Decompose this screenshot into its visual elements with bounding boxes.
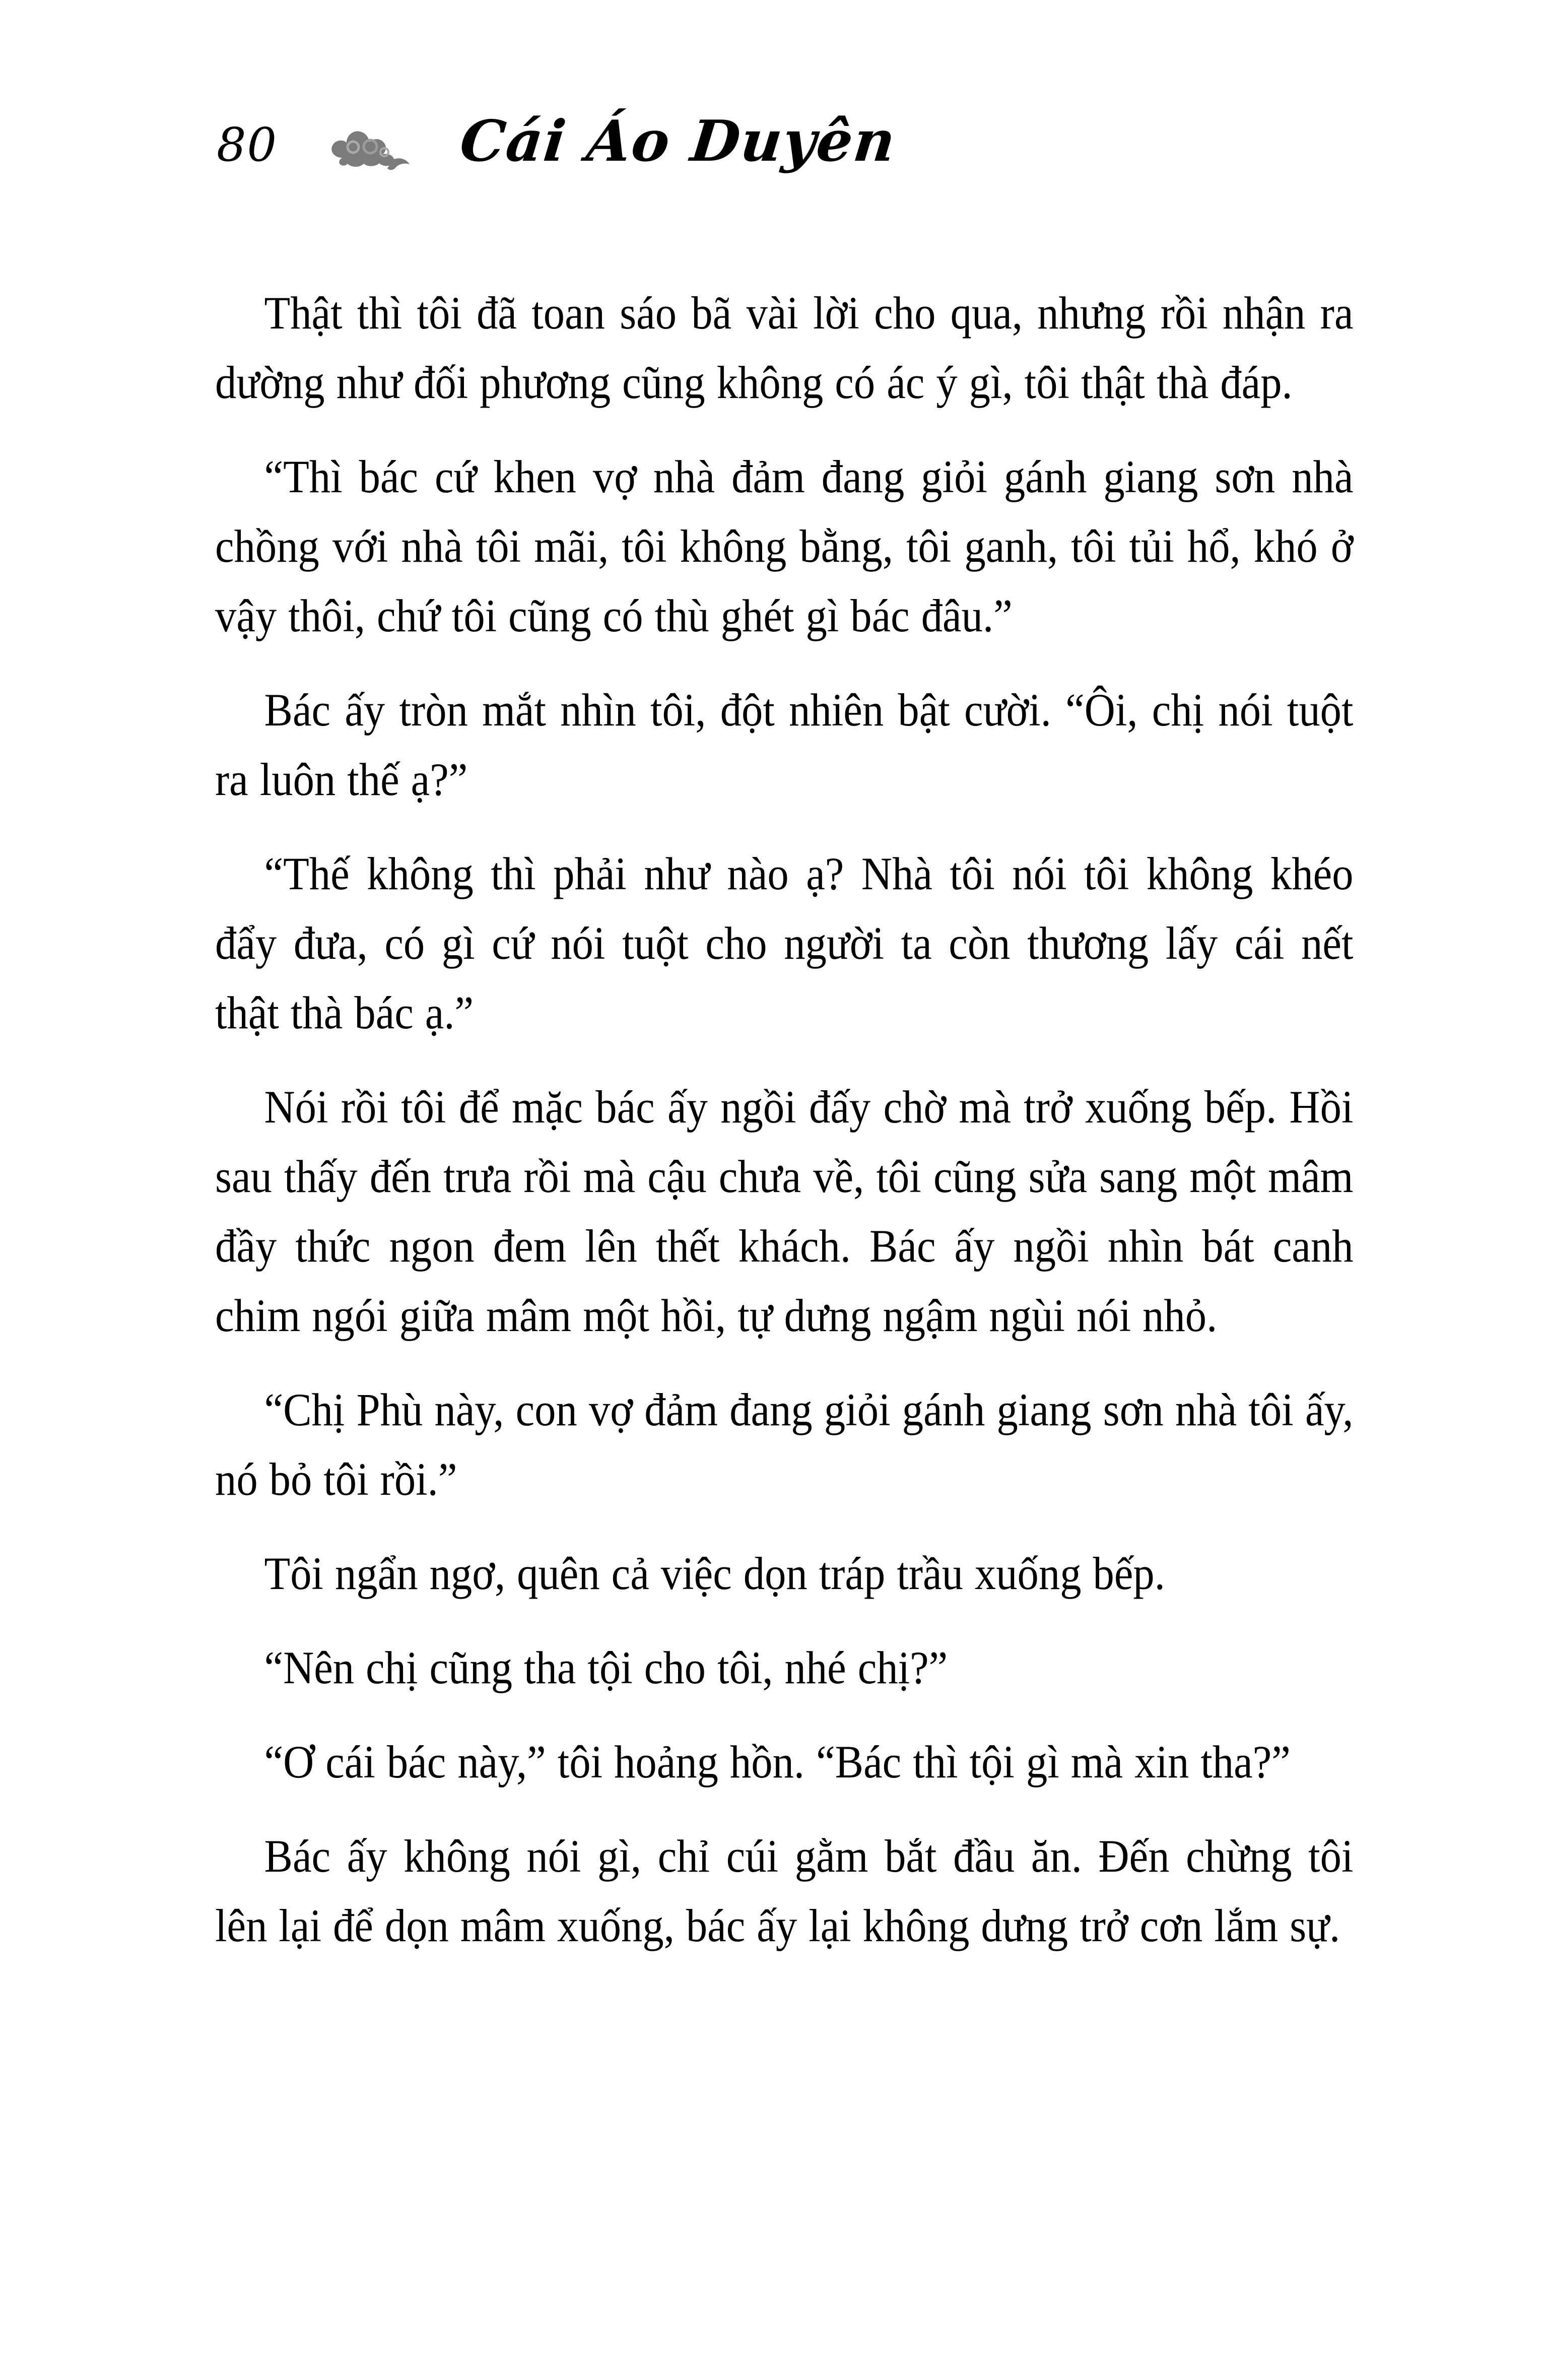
paragraph-6: “Chị Phù này, con vợ đảm đang giỏi gánh giang sơn nhà tôi ấy, nó bỏ tôi rồi.”: [215, 1384, 1354, 1505]
paragraph-5: Nói rồi tôi để mặc bác ấy ngồi đấy chờ mà trở xuống bếp. Hồi sau thấy đến trưa rồi mà cậu chưa về, tôi cũng sửa sang một mâm đầy thức ngon đem lên thết khách. Bác ấy ngồi nhìn bát canh chim ngói giữa mâm một hồi, tự dưng ngậm ngùi nói nhỏ.: [215, 1081, 1354, 1341]
page-body: [215, 278, 1354, 1985]
running-title: Cái Áo Duyên: [457, 108, 900, 174]
paragraph-1: Thật thì tôi đã toan sáo bã vài lời cho qua, nhưng rồi nhận ra dường như đối phương cũng không có ác ý gì, tôi thật thà đáp.: [215, 287, 1354, 408]
paragraph-4: “Thế không thì phải như nào ạ? Nhà tôi nói tôi không khéo đẩy đưa, có gì cứ nói tuột cho người ta còn thương lấy cái nết thật thà bác ạ.”: [215, 848, 1354, 1038]
paragraph-10: Bác ấy không nói gì, chỉ cúi gằm bắt đầu ăn. Đến chừng tôi lên lại để dọn mâm xuống, bác ấy lại không dưng trở cơn lắm sự.: [215, 1830, 1354, 1951]
page-number: 80: [217, 118, 278, 172]
paragraph-8: “Nên chị cũng tha tội cho tôi, nhé chị?”: [264, 1642, 948, 1693]
paragraph-7: Tôi ngẩn ngơ, quên cả việc dọn tráp trầu xuống bếp.: [264, 1548, 1165, 1599]
cloud-ornament-icon: [324, 124, 412, 177]
paragraph-9: “Ơ cái bác này,” tôi hoảng hồn. “Bác thì tội gì mà xin tha?”: [264, 1736, 1291, 1788]
paragraph-2: “Thì bác cứ khen vợ nhà đảm đang giỏi gánh giang sơn nhà chồng với nhà tôi mãi, tôi không bằng, tôi ganh, tôi tủi hổ, khó ở vậy thôi, chứ tôi cũng có thù ghét gì bác đâu.”: [215, 451, 1354, 641]
page-header: [217, 108, 900, 174]
paragraph-3: Bác ấy tròn mắt nhìn tôi, đột nhiên bật cười. “Ôi, chị nói tuột ra luôn thế ạ?”: [215, 684, 1354, 805]
